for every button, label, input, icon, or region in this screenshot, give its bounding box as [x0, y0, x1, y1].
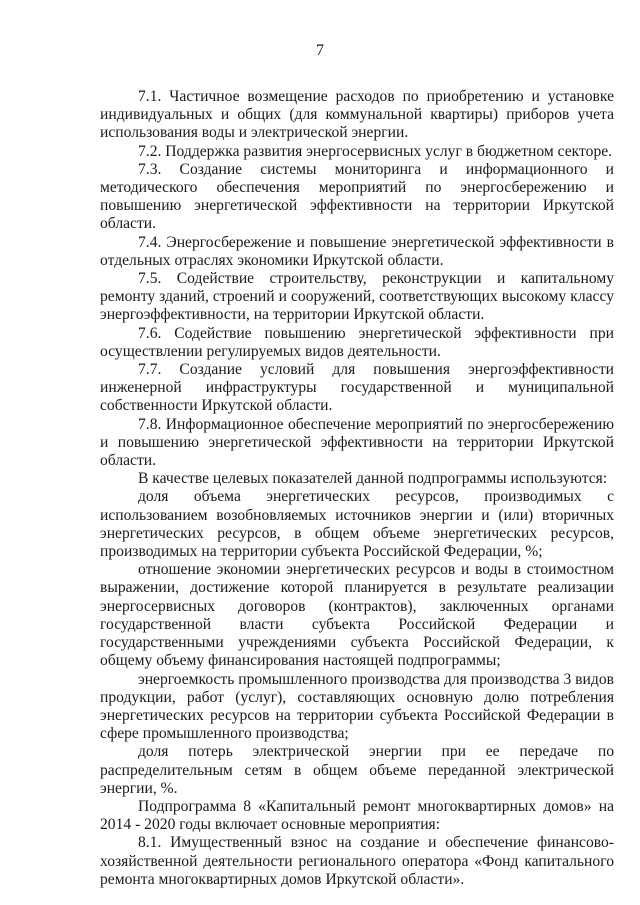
paragraph-7-6: 7.6. Содействие повышению энергетической эффективности при осуществлении регулируемых видов деятельности. — [100, 324, 614, 360]
paragraph-7-2: 7.2. Поддержка развития энергосервисных услуг в бюджетном секторе. — [138, 142, 613, 160]
paragraph-7-7: 7.7. Создание условий для повышения энергоэффективности инженерной инфраструктуры государственной и муниципальной собственности Иркутской области. — [100, 361, 614, 415]
document-body — [100, 88, 614, 889]
indicator-renewable-share: доля объема энергетических ресурсов, производимых с использованием возобновляемых источников энергии и (или) вторичных энергетических ресурсов, в общем объеме энергетических ресурсов, производимых на территории субъекта Российской Федерации, %; — [100, 488, 614, 561]
paragraph-7-3: 7.3. Создание системы мониторинга и информационного и методического обеспечения мероприятий по энергосбережению и повышению энергетической эффективности на территории Иркутской области. — [100, 160, 614, 233]
indicator-energy-savings-ratio: отношение экономии энергетических ресурсов и воды в стоимостном выражении, достижение которой планируется в результате реализации энергосервисных договоров (контрактов), заключенных органами государственной власти субъекта Российской Федерации и государственными учреждениями субъекта Российской Федерации, к общему объему финансирования настоящей подпрограммы; — [100, 561, 614, 670]
paragraph-7-5: 7.5. Содействие строительству, реконструкции и капитальному ремонту зданий, строений и сооружений, соответствующих высокому классу энергоэффективности, на территории Иркутской области. — [100, 270, 614, 324]
paragraph-7-8: 7.8. Информационное обеспечение мероприятий по энергосбережению и повышению энергетической эффективности на территории Иркутской области. — [100, 415, 614, 470]
indicator-industrial-energy-intensity: энергоемкость промышленного производства для производства 3 видов продукции, работ (услуг), составляющих основную долю потребления энергетических ресурсов на территории субъекта Российской Федерации в сфере промышленного производства; — [100, 670, 614, 743]
target-indicators-intro: В качестве целевых показателей данной подпрограммы используются: — [138, 470, 608, 488]
indicator-grid-losses: доля потерь электрической энергии при ее передаче по распределительным сетям в общем объеме переданной электрической энергии, %. — [100, 743, 614, 797]
paragraph-7-4: 7.4. Энергосбережение и повышение энергетической эффективности в отдельных отраслях экономики Иркутской области. — [100, 233, 614, 269]
page-number: 7 — [316, 42, 324, 59]
subprogram-8-intro: Подпрограмма 8 «Капитальный ремонт многоквартирных домов» на 2014 - 2020 годы включает основные мероприятия: — [100, 797, 614, 834]
paragraph-8-1: 8.1. Имущественный взнос на создание и обеспечение финансово-хозяйственной деятельности регионального оператора «Фонд капитального ремонта многоквартирных домов Иркутской области». — [100, 834, 614, 888]
paragraph-7-1: 7.1. Частичное возмещение расходов по приобретению и установке индивидуальных и общих (для коммунальной квартиры) приборов учета использования воды и электрической энергии. — [100, 88, 614, 142]
